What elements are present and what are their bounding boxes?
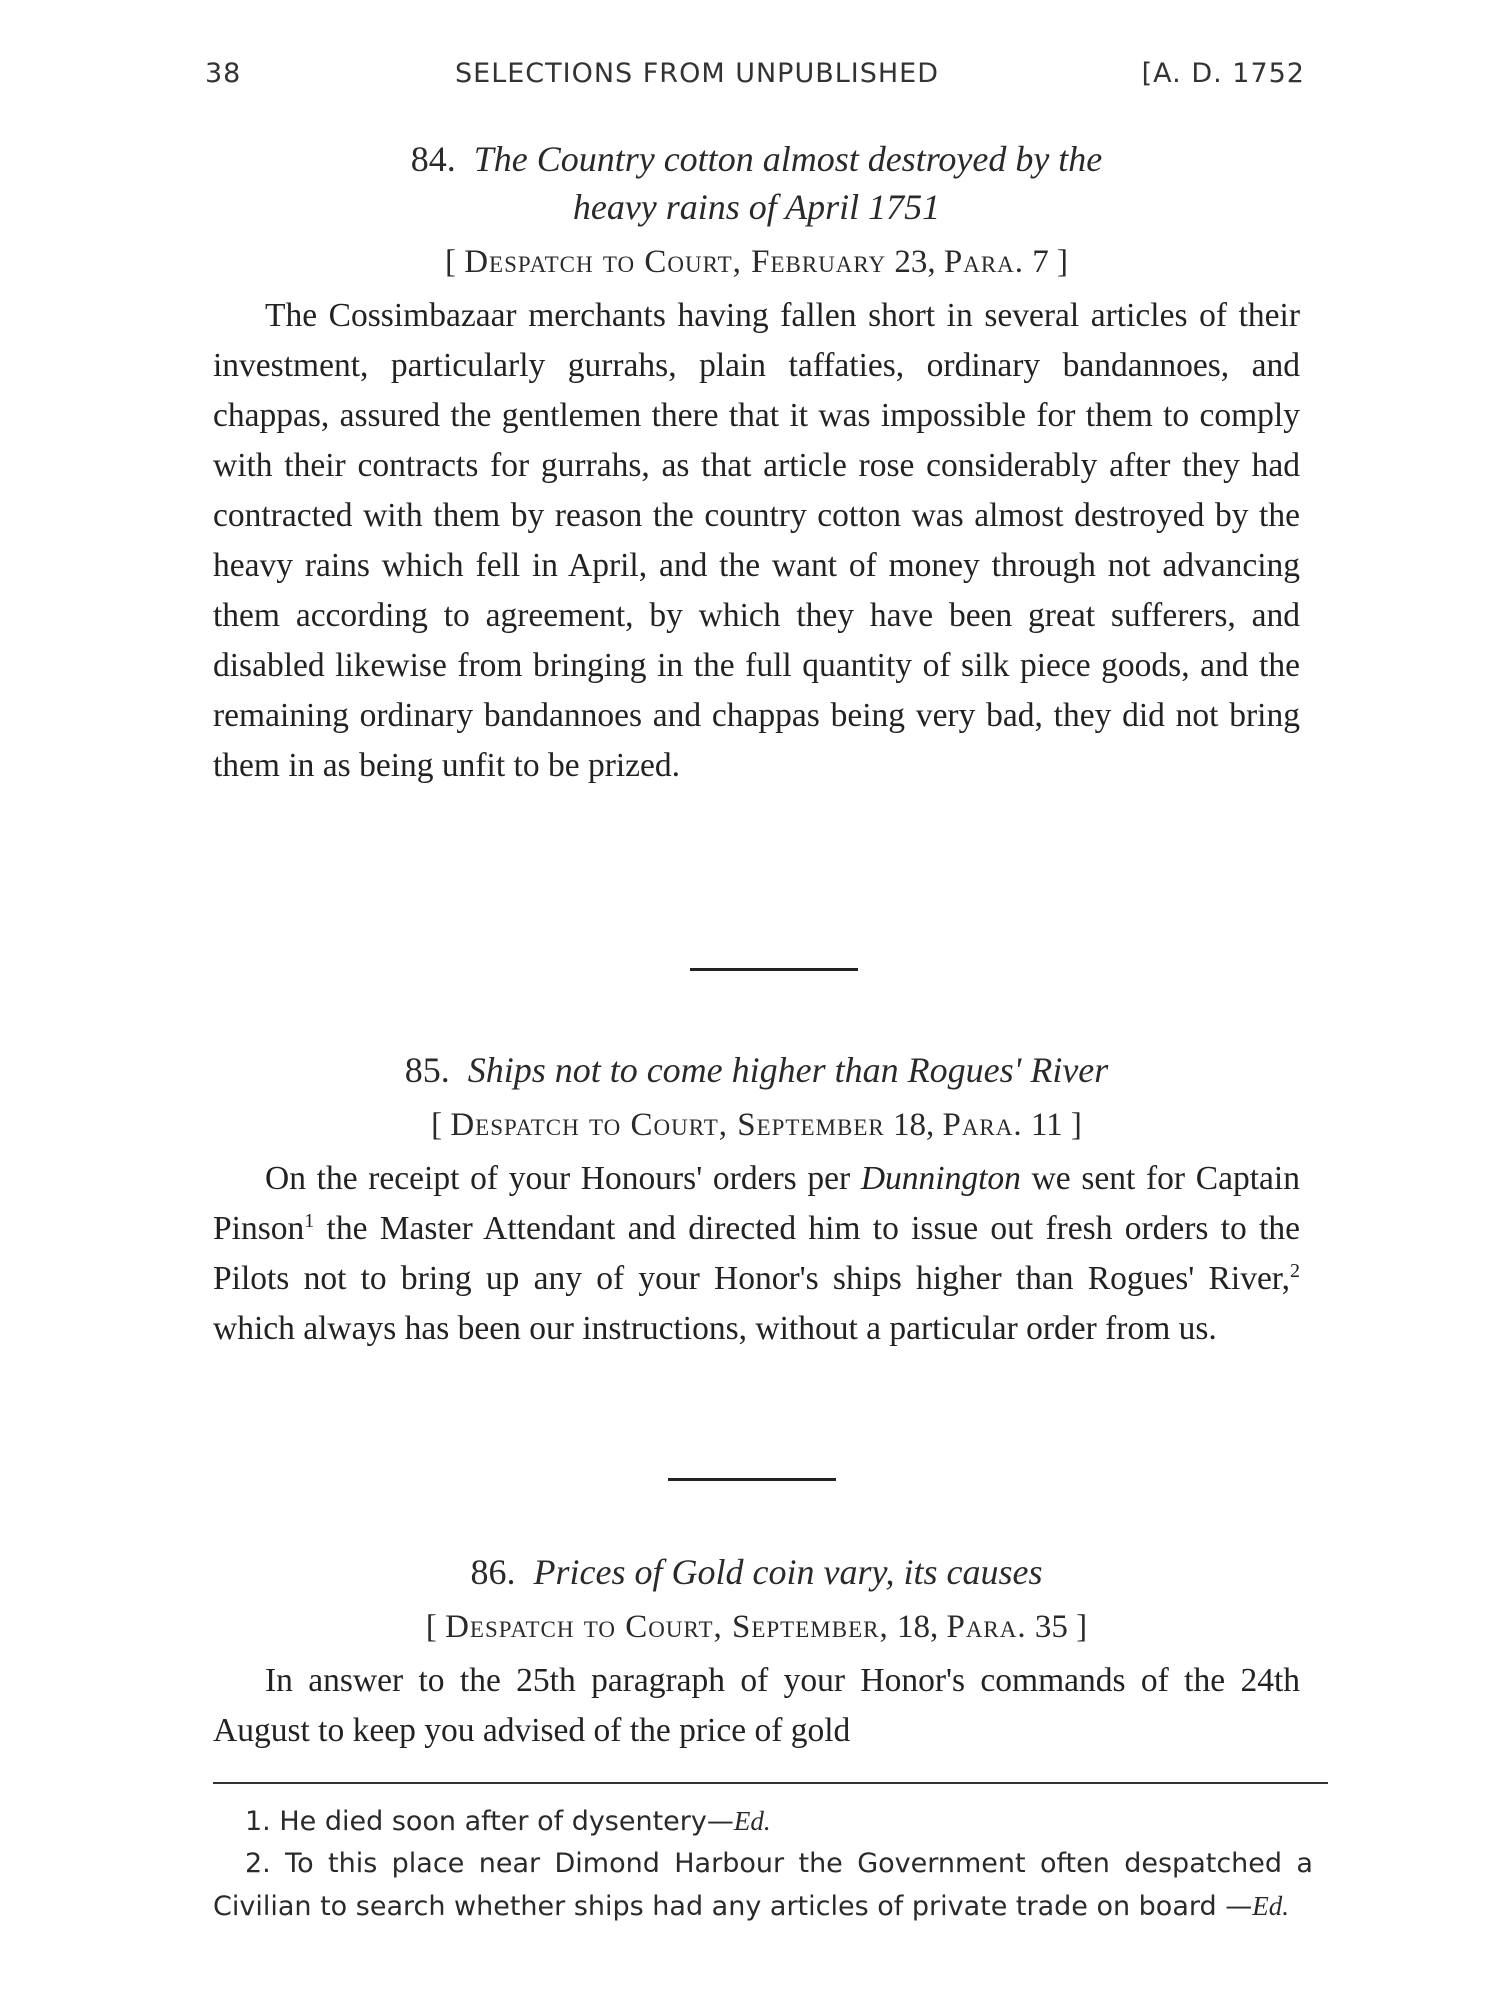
footnotes <box>213 1800 1313 1928</box>
running-head <box>205 58 1305 98</box>
source-num: 18, <box>884 1107 943 1143</box>
body-text: the Master Attendant and directed him to issue out fresh orders to the Pilots not to bring up any of your Honor's ships higher than Rogues' River, <box>213 1210 1300 1297</box>
ship-name: Dunnington <box>860 1160 1021 1197</box>
section-number: 85. <box>404 1050 450 1090</box>
section-number: 84. <box>410 139 456 179</box>
footnote-number: 1. <box>245 1806 271 1837</box>
source-reference <box>213 1604 1300 1650</box>
body-text: On the receipt of your Honours' orders per <box>265 1160 861 1197</box>
source-reference <box>213 239 1300 285</box>
source-para: Para. <box>946 1609 1027 1645</box>
section-body: The Cossimbazaar merchants having fallen short in several articles of their investment, particularly gurrahs, plain taffaties, ordinary bandannoes, and chappas, assured the gentlemen there that it was impossible for them to comply with their contracts for gurrahs, as that article rose considerably after they had contracted with them by reason the country cotton was almost destroyed by the heavy rains which fell in April, and the want of money through not advancing them according to agreement, by which they have been great sufferers, and disabled likewise from bringing in the full quantity of silk piece goods, and the remaining ordinary bandannoes and chappas being very bad, they did not bring them in as being unfit to be prized. <box>213 297 1300 784</box>
editor-mark: Ed. <box>1252 1891 1289 1921</box>
running-date: [A. D. 1752 <box>1141 58 1305 89</box>
section-heading <box>213 1046 1300 1094</box>
section-number: 86. <box>470 1552 516 1592</box>
source-text: Despatch to Court, September <box>450 1107 885 1143</box>
section-divider <box>690 968 858 971</box>
bracket: [ <box>444 244 465 280</box>
source-end: 7 ] <box>1024 244 1069 280</box>
source-num: 23, <box>886 244 944 280</box>
footnote-text: He died soon after of dysentery— <box>279 1806 734 1837</box>
section-title-line1: The Country cotton almost destroyed by the <box>473 139 1103 179</box>
section-heading <box>213 1548 1300 1596</box>
source-text: Despatch to Court, February <box>464 244 887 280</box>
section-divider <box>668 1478 836 1481</box>
section-title: Ships not to come higher than Rogues' River <box>467 1050 1109 1090</box>
body-text: we sent for Captain Pinson <box>213 1160 1300 1247</box>
footnote-1 <box>213 1800 1313 1843</box>
body-text: which always has been our instructions, without a particular order from us. <box>213 1310 1217 1347</box>
source-para: Para. <box>942 1107 1023 1143</box>
bracket: [ <box>425 1609 446 1645</box>
footnote-text: To this place near Dimond Harbour the Government often despatched a Civilian to search whether ships had any articles of private trade on board — <box>213 1848 1313 1922</box>
section-heading <box>213 135 1300 231</box>
source-end: 11 ] <box>1022 1107 1082 1143</box>
editor-mark: Ed. <box>733 1806 771 1836</box>
footnote-number: 2. <box>245 1848 271 1879</box>
page-number: 38 <box>205 58 242 89</box>
section-86 <box>213 1548 1300 1756</box>
source-num: 18, <box>888 1609 947 1645</box>
footnote-ref: 1 <box>304 1209 315 1232</box>
source-reference <box>213 1102 1300 1148</box>
bracket: [ <box>431 1107 451 1143</box>
section-title: Prices of Gold coin vary, its causes <box>533 1552 1043 1592</box>
footnote-2 <box>213 1843 1313 1928</box>
footnote-ref: 2 <box>1290 1259 1300 1282</box>
footnote-rule <box>213 1782 1328 1784</box>
source-end: 35 ] <box>1026 1609 1088 1645</box>
section-84 <box>213 135 1300 791</box>
source-text: Despatch to Court, September, <box>445 1609 889 1645</box>
source-para: Para. <box>943 244 1025 280</box>
section-title-line2: heavy rains of April 1751 <box>572 187 941 227</box>
section-body <box>213 1154 1300 1354</box>
section-85 <box>213 1046 1300 1354</box>
running-title: SELECTIONS FROM UNPUBLISHED <box>455 58 940 89</box>
section-body: In answer to the 25th paragraph of your Honor's commands of the 24th August to keep you advised of the price of gold <box>213 1662 1300 1749</box>
